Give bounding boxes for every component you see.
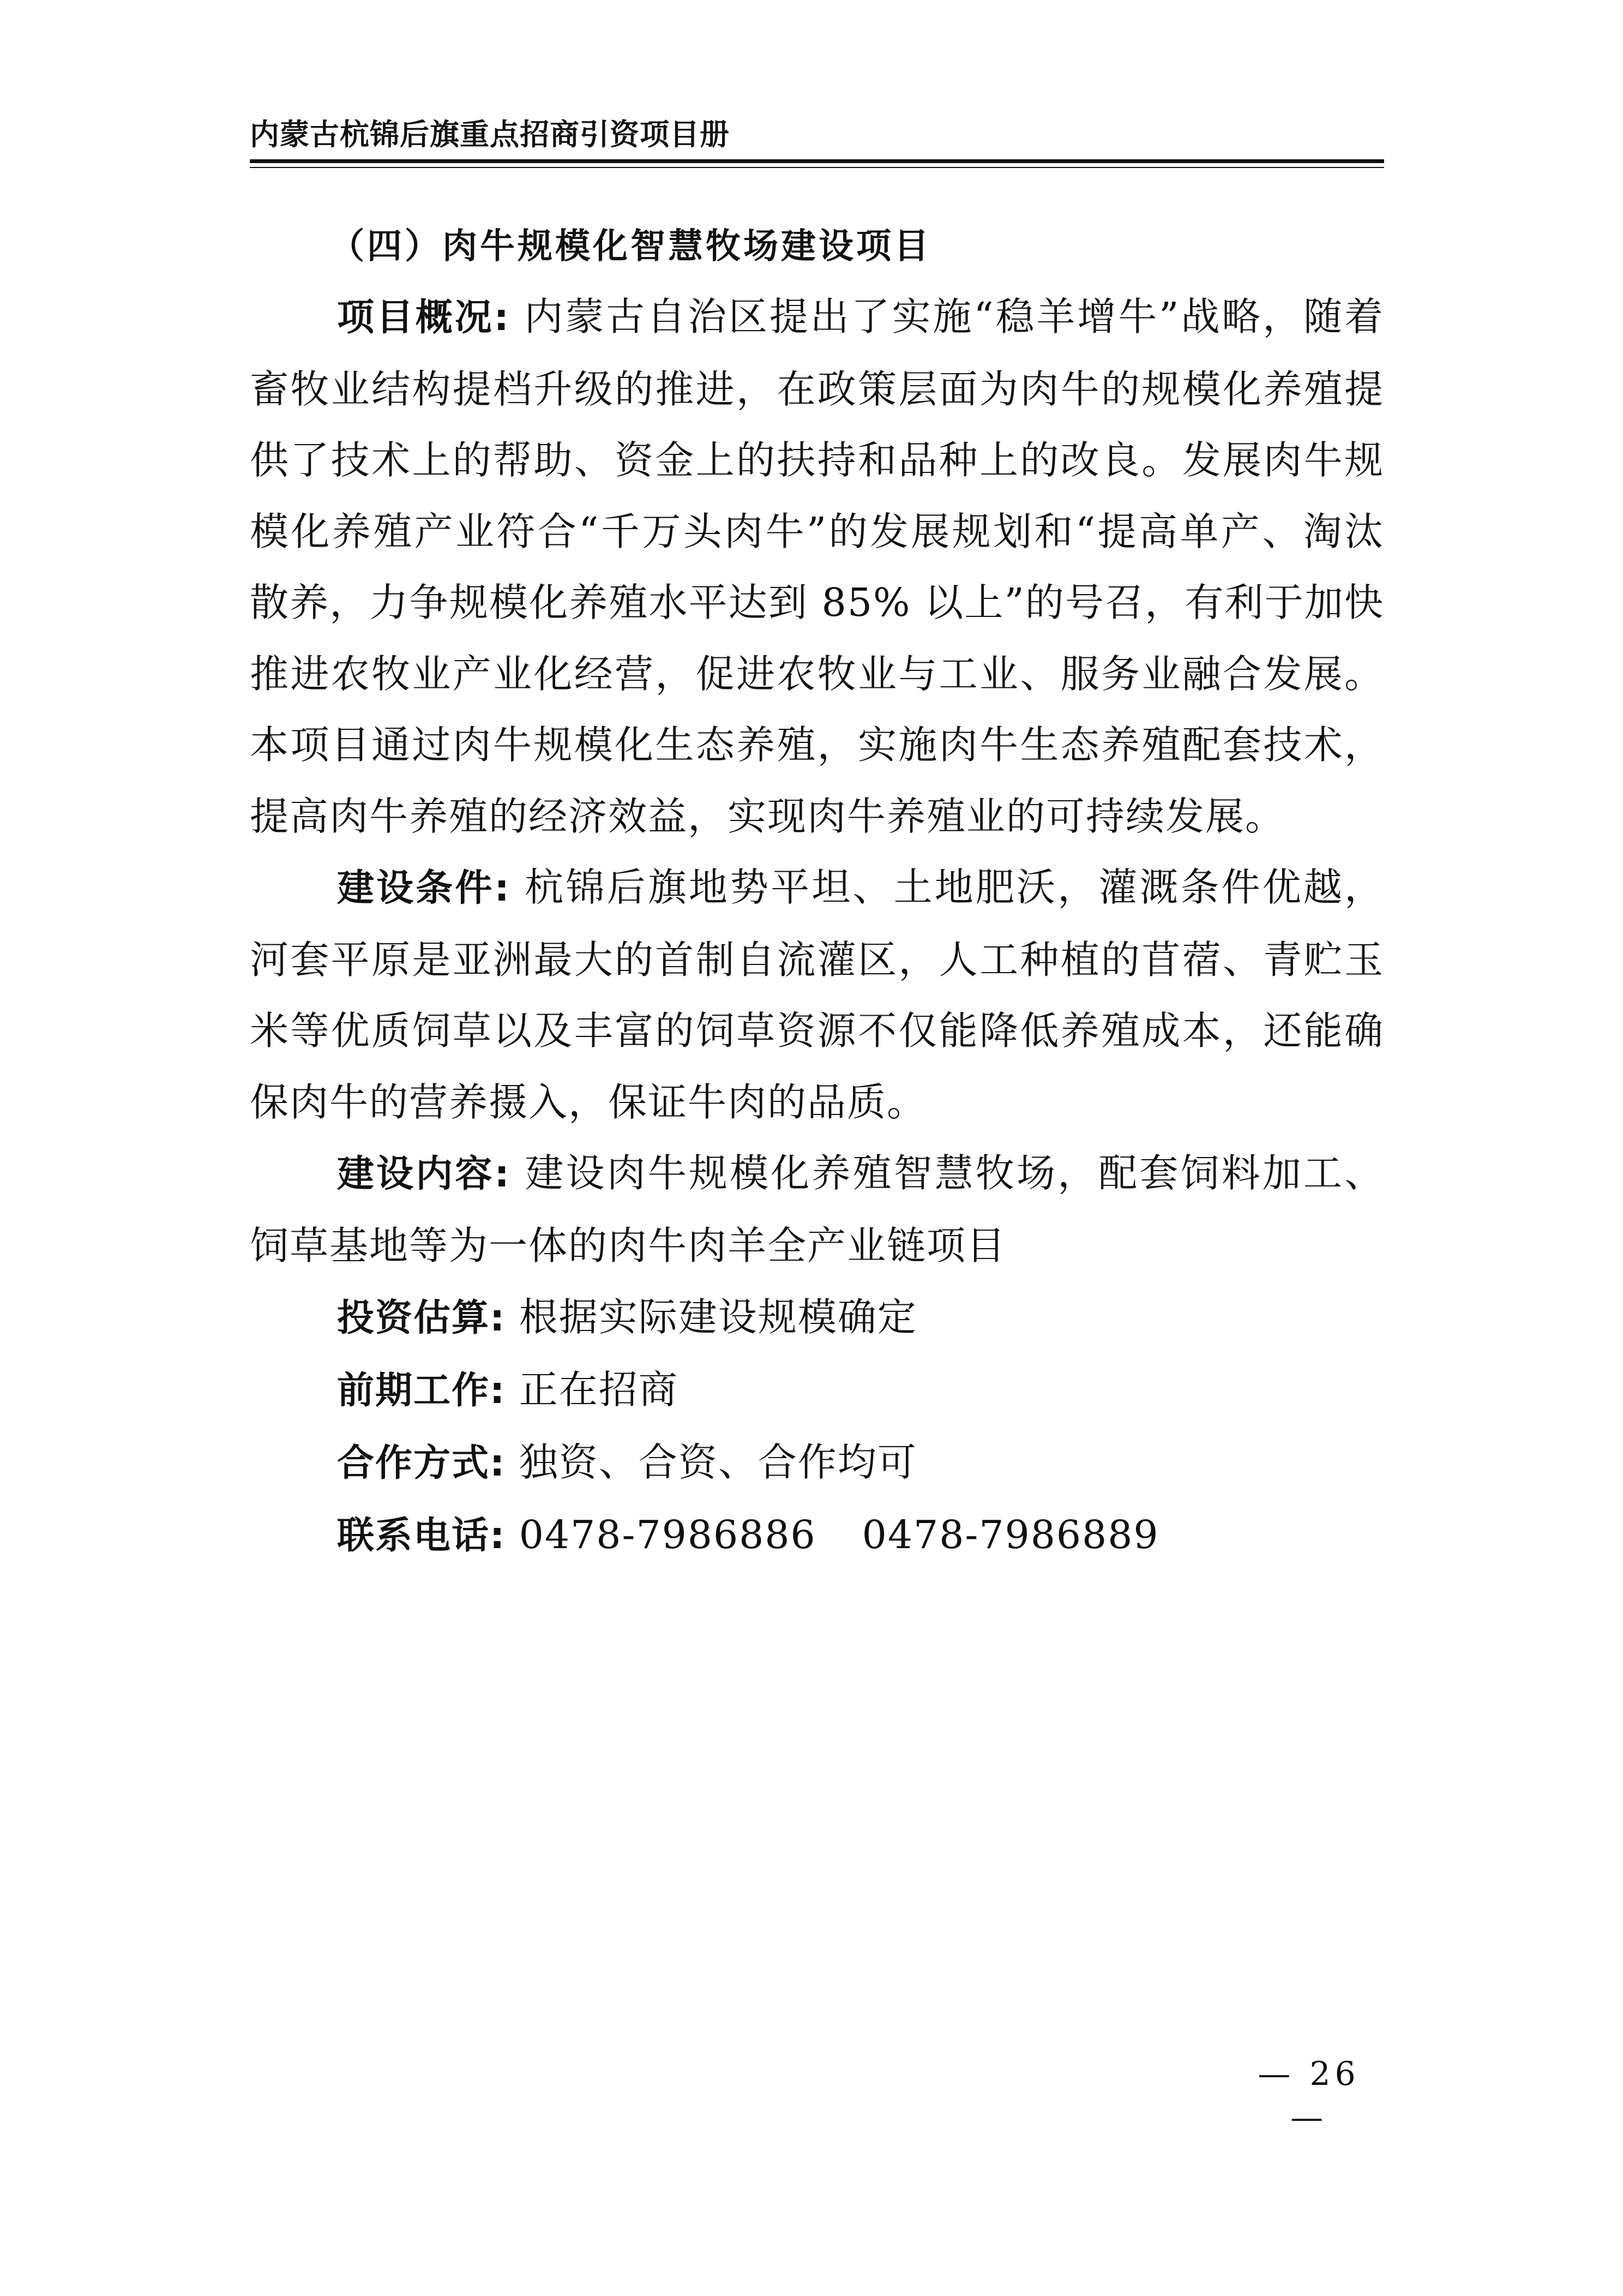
investment-estimate-value: 根据实际建设规模确定 xyxy=(506,1294,917,1340)
contact-phone-2: 0478-7986889 xyxy=(862,1512,1159,1557)
header-rule-thin xyxy=(250,167,1384,168)
cooperation-mode-value: 独资、合资、合作均可 xyxy=(506,1440,917,1485)
construction-content-text: 建设肉牛规模化养殖智慧牧场，配套饲料加工、饲草基地等为一体的肉牛肉羊全产业链项目 xyxy=(250,1150,1384,1268)
header-rule-thick xyxy=(250,159,1384,163)
project-overview-label: 项目概况: xyxy=(337,296,510,339)
construction-conditions-text: 杭锦后旗地势平坦、土地肥沃，灌溉条件优越，河套平原是亚洲最大的首制自流灌区，人工种植的苜蓿、青贮玉米等优质饲草以及丰富的饲草资源不仅能降低养殖成本，还能确保肉牛的营养摄入，保证牛肉的品质。 xyxy=(250,865,1384,1125)
investment-estimate-label: 投资估算: xyxy=(337,1297,506,1340)
cooperation-mode-label: 合作方式: xyxy=(337,1442,506,1485)
construction-content-label: 建设内容: xyxy=(337,1153,510,1196)
section-title: （四）肉牛规模化智慧牧场建设项目 xyxy=(329,226,931,267)
construction-conditions-paragraph xyxy=(250,852,1384,1138)
preliminary-work-row xyxy=(250,1354,1384,1426)
contact-phone-label: 联系电话: xyxy=(337,1514,506,1557)
construction-conditions-label: 建设条件: xyxy=(337,867,510,910)
page-number: — 26 — xyxy=(1258,2055,1360,2137)
contact-phone-row xyxy=(250,1499,1384,1572)
document-body xyxy=(250,212,1384,1572)
project-overview-text: 内蒙古自治区提出了实施“稳羊增牛”战略，随着畜牧业结构提档升级的推进，在政策层面为肉牛的规模化养殖提供了技术上的帮助、资金上的扶持和品种上的改良。发展肉牛规模化养殖产业符合“千万头肉牛”的发展规划和“提高单产、淘汰散养，力争规模化养殖水平达到 85% 以上”的号召，有利于加快推进农牧业产业化经营，促进农牧业与工业、服务业融合发展。本项目通过肉牛规模化生态养殖，实施肉牛生态养殖配套技术，提高肉牛养殖的经济效益，实现肉牛养殖业的可持续发展。 xyxy=(250,294,1384,839)
project-overview-paragraph xyxy=(250,281,1384,852)
construction-content-paragraph xyxy=(250,1138,1384,1281)
preliminary-work-value: 正在招商 xyxy=(506,1367,678,1412)
preliminary-work-label: 前期工作: xyxy=(337,1369,506,1412)
cooperation-mode-row xyxy=(250,1426,1384,1499)
document-header: 内蒙古杭锦后旗重点招商引资项目册 xyxy=(250,117,730,152)
investment-estimate-row xyxy=(250,1281,1384,1354)
contact-phone-1: 0478-7986886 xyxy=(506,1512,816,1557)
